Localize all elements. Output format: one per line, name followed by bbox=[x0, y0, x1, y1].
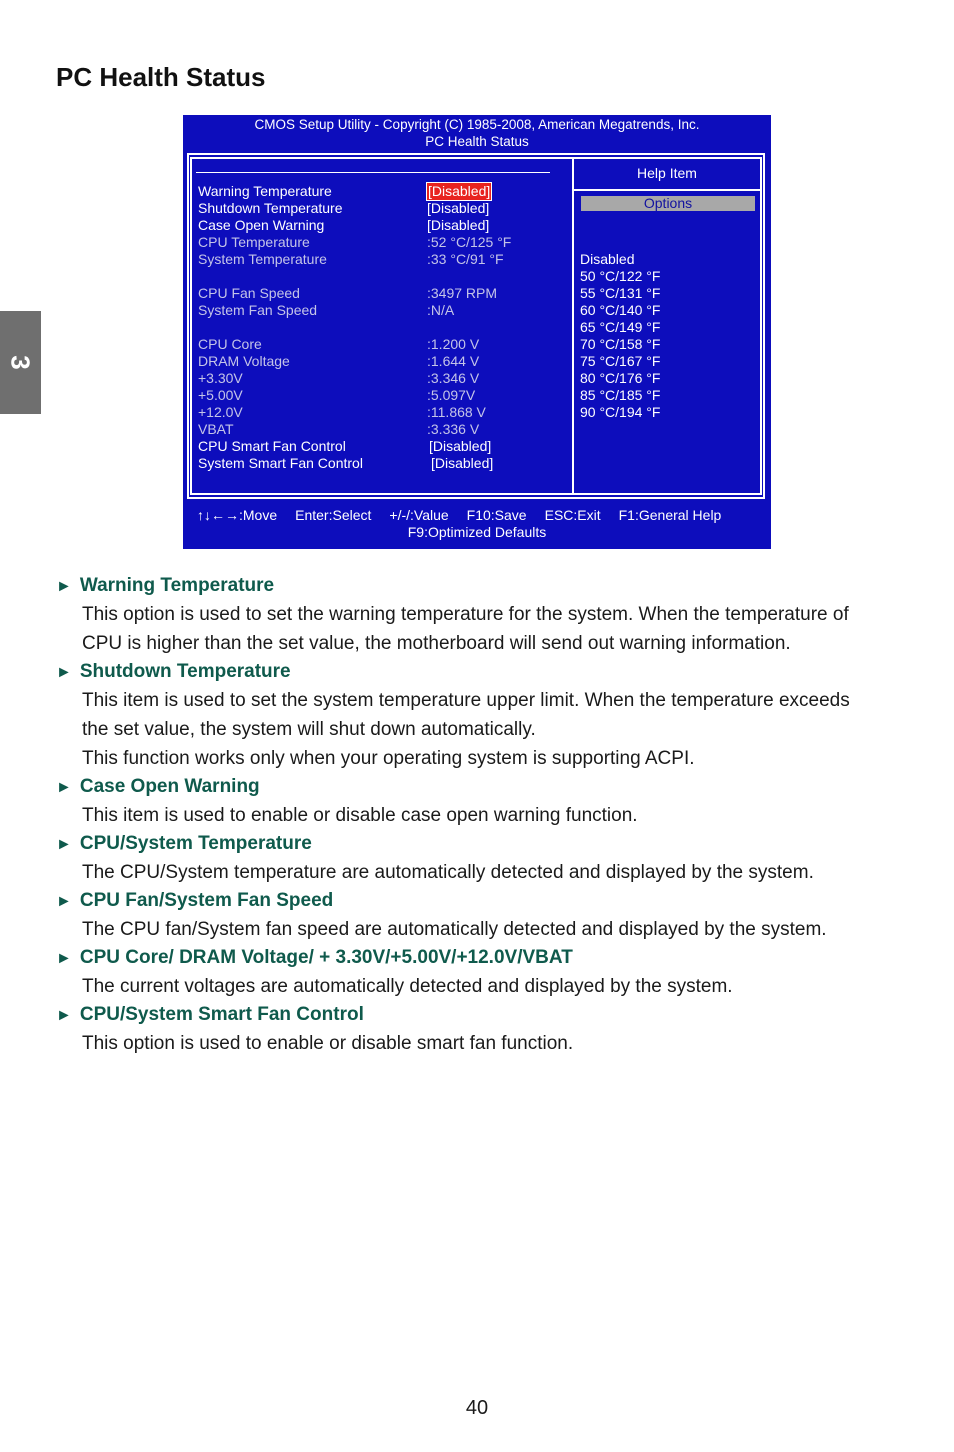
setting-warning-temperature[interactable] bbox=[198, 183, 558, 200]
body-line: This item is used to enable or disable case open warning function. bbox=[82, 805, 638, 826]
section-body bbox=[82, 801, 896, 830]
readout-cpu-temperature bbox=[198, 234, 558, 251]
readout-value: :N/A bbox=[427, 302, 455, 318]
chapter-number: 3 bbox=[6, 355, 36, 370]
key-save: F10:Save bbox=[466, 507, 527, 523]
section-heading bbox=[56, 1001, 896, 1029]
setting-shutdown-temperature[interactable] bbox=[198, 200, 558, 217]
readout-label: System Fan Speed bbox=[198, 302, 318, 318]
section-body bbox=[82, 858, 896, 887]
readout-label: +5.00V bbox=[198, 387, 243, 403]
section-body bbox=[82, 686, 896, 773]
readout-value: :5.097V bbox=[427, 387, 476, 403]
readout-5v bbox=[198, 387, 558, 404]
body-line: This option is used to set the warning temperature for the system. When the temperature of bbox=[82, 604, 849, 625]
help-title: Help Item bbox=[637, 165, 697, 181]
descriptions bbox=[56, 572, 896, 1058]
readout-value: :3497 RPM bbox=[427, 285, 498, 301]
option-item: Disabled bbox=[580, 251, 635, 267]
setting-label: Shutdown Temperature bbox=[198, 200, 343, 216]
bios-screen-title: PC Health Status bbox=[425, 134, 529, 149]
setting-case-open-warning[interactable] bbox=[198, 217, 558, 234]
page-title: PC Health Status bbox=[56, 62, 266, 92]
readout-value: :33 °C/91 °F bbox=[427, 251, 504, 267]
key-value: +/-/:Value bbox=[389, 507, 449, 523]
section-heading bbox=[56, 572, 896, 600]
readout-label: CPU Temperature bbox=[198, 234, 310, 250]
option-item: 50 °C/122 °F bbox=[580, 268, 661, 284]
heading-text: CPU Fan/System Fan Speed bbox=[79, 890, 334, 911]
section-heading bbox=[56, 658, 896, 686]
heading-text: Warning Temperature bbox=[79, 575, 275, 596]
key-optimized-defaults: F9:Optimized Defaults bbox=[407, 524, 547, 540]
readout-label: System Temperature bbox=[198, 251, 327, 267]
body-line: The CPU/System temperature are automatically detected and displayed by the system. bbox=[82, 862, 814, 883]
setting-system-smart-fan-control[interactable] bbox=[198, 455, 558, 472]
readout-cpu-core bbox=[198, 336, 558, 353]
section-body bbox=[82, 1029, 896, 1058]
options-header: Options bbox=[581, 196, 755, 211]
body-line: This option is used to enable or disable smart fan function. bbox=[82, 1033, 574, 1054]
option-item: 55 °C/131 °F bbox=[580, 285, 661, 301]
setting-label: Warning Temperature bbox=[198, 183, 332, 199]
section-heading bbox=[56, 773, 896, 801]
readout-dram-voltage bbox=[198, 353, 558, 370]
readout-12v bbox=[198, 404, 558, 421]
key-general-help: F1:General Help bbox=[618, 507, 722, 523]
body-line: This function works only when your operating system is supporting ACPI. bbox=[82, 748, 695, 769]
triangle-bullet-icon: ► bbox=[56, 578, 72, 595]
readout-value: :1.200 V bbox=[427, 336, 480, 352]
setting-value[interactable]: [Disabled] bbox=[427, 200, 490, 216]
section-heading bbox=[56, 887, 896, 915]
bios-header bbox=[183, 115, 771, 150]
triangle-bullet-icon: ► bbox=[56, 779, 72, 796]
readout-value: :1.644 V bbox=[427, 353, 480, 369]
heading-text: CPU/System Temperature bbox=[79, 833, 312, 854]
option-item: 85 °C/185 °F bbox=[580, 387, 661, 403]
readout-vbat bbox=[198, 421, 558, 438]
body-line: the set value, the system will shut down automatically. bbox=[82, 719, 536, 740]
readout-label: VBAT bbox=[198, 421, 234, 437]
setting-value[interactable]: [Disabled] bbox=[427, 217, 490, 233]
section-body bbox=[82, 915, 896, 944]
readout-value: :3.346 V bbox=[427, 370, 480, 386]
readout-value: :11.868 V bbox=[427, 404, 486, 420]
chapter-tab bbox=[0, 311, 41, 414]
option-item: 65 °C/149 °F bbox=[580, 319, 661, 335]
setting-value[interactable]: [Disabled] bbox=[429, 438, 492, 454]
readout-label: CPU Core bbox=[198, 336, 262, 352]
option-item: 60 °C/140 °F bbox=[580, 302, 661, 318]
bios-copyright: CMOS Setup Utility - Copyright (C) 1985-2008, American Megatrends, Inc. bbox=[254, 117, 700, 132]
setting-label: System Smart Fan Control bbox=[198, 455, 363, 471]
option-item: 70 °C/158 °F bbox=[580, 336, 661, 352]
help-divider bbox=[572, 189, 762, 191]
readout-value: :3.336 V bbox=[427, 421, 480, 437]
key-exit: ESC:Exit bbox=[544, 507, 601, 523]
readout-label: +3.30V bbox=[198, 370, 243, 386]
settings-divider bbox=[196, 172, 550, 173]
readout-3v3 bbox=[198, 370, 558, 387]
setting-label: Case Open Warning bbox=[198, 217, 325, 233]
body-line: This item is used to set the system temperature upper limit. When the temperature exceeds bbox=[82, 690, 850, 711]
setting-label: CPU Smart Fan Control bbox=[198, 438, 346, 454]
setting-value[interactable]: [Disabled] bbox=[431, 455, 494, 471]
section-body bbox=[82, 600, 896, 658]
readout-cpu-fan-speed bbox=[198, 285, 558, 302]
heading-text: Shutdown Temperature bbox=[79, 661, 291, 682]
readout-system-temperature bbox=[198, 251, 558, 268]
section-body bbox=[82, 972, 896, 1001]
triangle-bullet-icon: ► bbox=[56, 836, 72, 853]
heading-text: CPU/System Smart Fan Control bbox=[79, 1004, 364, 1025]
section-heading bbox=[56, 830, 896, 858]
page-number: 40 bbox=[465, 1397, 489, 1419]
setting-value-selected[interactable]: [Disabled] bbox=[428, 183, 491, 199]
bios-screen bbox=[183, 115, 771, 549]
readout-label: +12.0V bbox=[198, 404, 243, 420]
readout-value: :52 °C/125 °F bbox=[427, 234, 512, 250]
readout-label: CPU Fan Speed bbox=[198, 285, 300, 301]
triangle-bullet-icon: ► bbox=[56, 1007, 72, 1024]
setting-cpu-smart-fan-control[interactable] bbox=[198, 438, 558, 455]
heading-text: CPU Core/ DRAM Voltage/ + 3.30V/+5.00V/+12.0V/VBAT bbox=[79, 947, 573, 968]
section-heading bbox=[56, 944, 896, 972]
key-move: ↑↓←→:Move bbox=[197, 507, 278, 523]
body-line: The CPU fan/System fan speed are automatically detected and displayed by the system. bbox=[82, 919, 827, 940]
option-item: 80 °C/176 °F bbox=[580, 370, 661, 386]
key-select: Enter:Select bbox=[295, 507, 372, 523]
triangle-bullet-icon: ► bbox=[56, 893, 72, 910]
option-item: 75 °C/167 °F bbox=[580, 353, 661, 369]
heading-text: Case Open Warning bbox=[79, 776, 260, 797]
triangle-bullet-icon: ► bbox=[56, 950, 72, 967]
triangle-bullet-icon: ► bbox=[56, 664, 72, 681]
readout-label: DRAM Voltage bbox=[198, 353, 290, 369]
body-line: CPU is higher than the set value, the motherboard will send out warning information. bbox=[82, 633, 791, 654]
body-line: The current voltages are automatically detected and displayed by the system. bbox=[82, 976, 733, 997]
option-item: 90 °C/194 °F bbox=[580, 404, 661, 420]
readout-system-fan-speed bbox=[198, 302, 558, 319]
options-list bbox=[580, 251, 660, 421]
